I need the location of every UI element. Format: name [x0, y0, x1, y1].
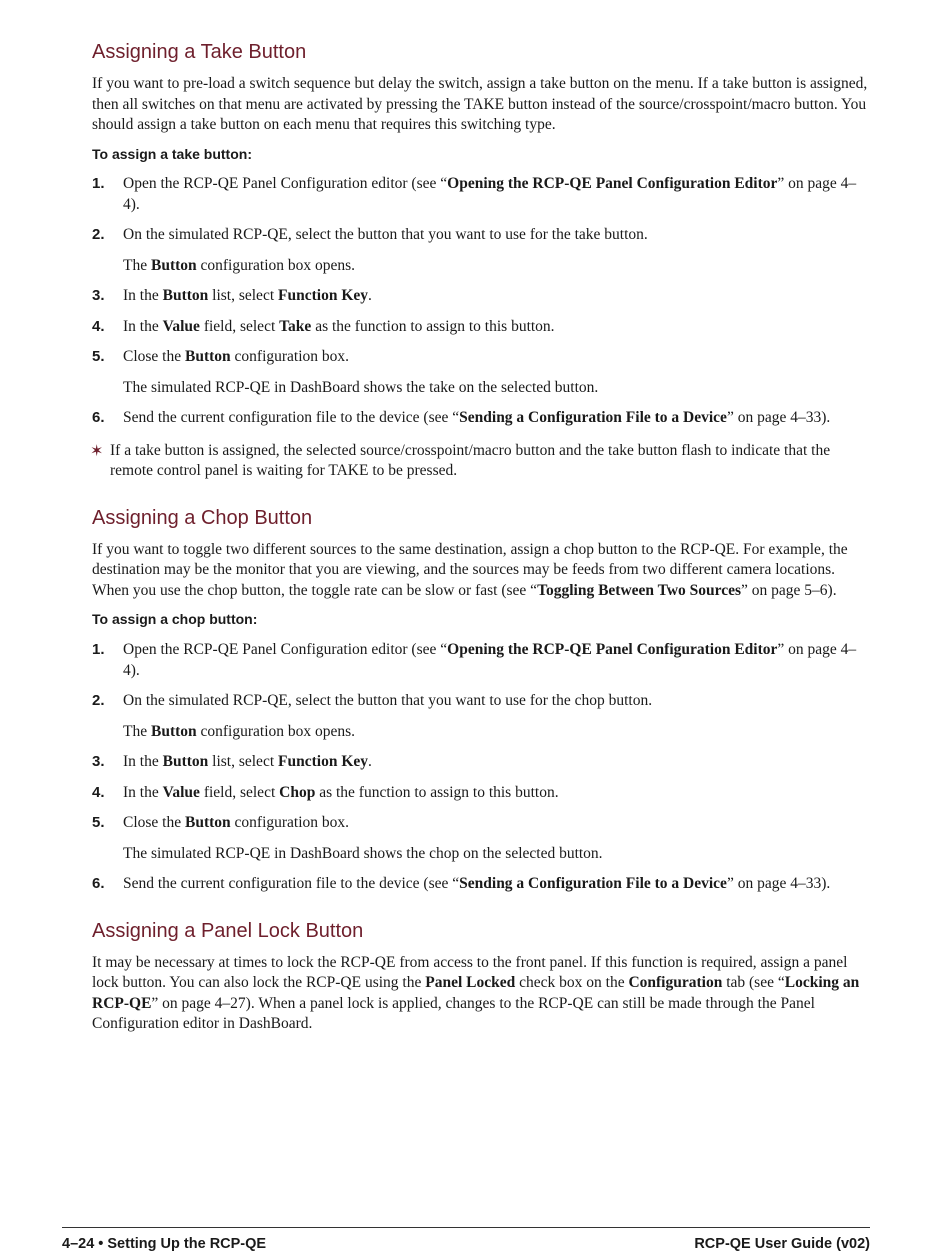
- text-run: Close the: [123, 814, 185, 832]
- step-number: 3.: [92, 287, 105, 305]
- step-number: 6.: [92, 409, 105, 427]
- procedure-step: [92, 347, 870, 398]
- procedure-step: [92, 783, 870, 804]
- text-run: The: [123, 256, 151, 274]
- bold-text-run: Button: [150, 256, 197, 274]
- bold-text-run: Function Key: [278, 287, 369, 305]
- step-text: [123, 174, 870, 215]
- text-run: .: [368, 753, 372, 771]
- procedure-step: [92, 640, 870, 681]
- chop-button-steps: [92, 640, 870, 895]
- text-run: .: [368, 287, 372, 305]
- text-run: ” on page 4–4).: [123, 175, 857, 213]
- step-number: 1.: [92, 175, 105, 193]
- text-run: The simulated RCP-QE in DashBoard shows the take on the selected button.: [123, 378, 599, 396]
- procedure-step: [92, 813, 870, 864]
- bold-text-run: Sending a Configuration File to a Device: [459, 409, 727, 427]
- bold-text-run: Button: [162, 287, 209, 305]
- step-result: [123, 378, 870, 399]
- step-result: [123, 256, 870, 277]
- text-run: configuration box.: [230, 348, 350, 366]
- bold-text-run: Opening the RCP-QE Panel Configuration Editor: [447, 175, 778, 193]
- step-text: [123, 813, 870, 834]
- text-run: On the simulated RCP-QE, select the button that you want to use for the take button.: [123, 226, 648, 244]
- procedure-step: [92, 317, 870, 338]
- section-heading-chop-button: Assigning a Chop Button: [92, 506, 313, 529]
- take-button-steps: [92, 174, 870, 429]
- text-run: ” on page 4–27). When a panel lock is applied, changes to the RCP-QE can still be made through the Panel Configuration editor in DashBoard.: [92, 994, 815, 1033]
- bold-text-run: Function Key: [278, 753, 369, 771]
- step-text: [123, 408, 870, 429]
- text-run: configuration box opens.: [196, 256, 356, 274]
- text-run: The simulated RCP-QE in DashBoard shows the chop on the selected button.: [123, 844, 603, 862]
- text-run: check box on the: [515, 974, 629, 992]
- text-run: as the function to assign to this button.: [311, 317, 555, 335]
- step-number: 4.: [92, 317, 105, 335]
- step-text: [123, 783, 870, 804]
- step-text: [123, 347, 870, 368]
- step-text: [123, 286, 870, 307]
- text-run: field, select: [199, 783, 280, 801]
- footer-page-label: 4–24 • Setting Up the RCP-QE: [62, 1236, 267, 1252]
- text-run: list, select: [208, 287, 279, 305]
- bold-text-run: Take: [279, 317, 312, 335]
- bold-text-run: Sending a Configuration File to a Device: [459, 875, 727, 893]
- step-number: 4.: [92, 783, 105, 801]
- procedure-step: [92, 174, 870, 215]
- step-result: [123, 844, 870, 865]
- text-run: It may be necessary at times to lock the RCP-QE from access to the front panel. If this function is required, assign a panel lock button. You can also lock the RCP-QE using the: [92, 953, 848, 992]
- text-run: Close the: [123, 348, 185, 366]
- procedure-step: [92, 225, 870, 276]
- text-run: as the function to assign to this button.: [315, 783, 559, 801]
- step-text: [123, 640, 870, 681]
- text-run: tab (see “: [722, 974, 785, 992]
- bold-text-run: Button: [185, 814, 231, 832]
- step-number: 2.: [92, 692, 105, 710]
- text-run: Send the current configuration file to the device (see “: [123, 409, 460, 427]
- document-body: [92, 40, 870, 1045]
- take-button-intro: [92, 74, 870, 136]
- chop-button-intro: [92, 540, 870, 602]
- text-run: ” on page 4–4).: [123, 641, 857, 679]
- footer-guide-title: RCP-QE User Guide (v02): [694, 1236, 870, 1252]
- step-text: [123, 317, 870, 338]
- step-text: [123, 691, 870, 712]
- section-heading-take-button: Assigning a Take Button: [92, 41, 307, 63]
- bold-text-run: Button: [185, 348, 231, 366]
- bold-text-run: Button: [162, 753, 209, 771]
- take-button-procedure-title: To assign a take button:: [92, 145, 252, 162]
- text-run: configuration box opens.: [196, 722, 356, 740]
- step-result: [123, 722, 870, 743]
- step-number: 6.: [92, 875, 105, 893]
- page-footer: [62, 1227, 870, 1252]
- note-text: [110, 441, 870, 482]
- text-run: If a take button is assigned, the selected source/crosspoint/macro button and the take button flash to indicate that the remote control panel is waiting for TAKE to be pressed.: [110, 441, 831, 480]
- text-run: Send the current configuration file to the device (see “: [123, 875, 460, 893]
- text-run: Open the RCP-QE Panel Configuration editor (see “: [123, 641, 448, 659]
- text-run: ” on page 5–6).: [741, 581, 837, 599]
- bold-text-run: Toggling Between Two Sources: [537, 581, 742, 599]
- text-run: configuration box.: [230, 814, 350, 832]
- text-run: If you want to pre-load a switch sequence but delay the switch, assign a take button on the menu. If a take button is assigned, then all switches on that menu are activated by pressing the TAKE button instead of the source/crosspoint/macro button. You should assign a take button on each menu that requires this switching type.: [92, 75, 868, 133]
- step-number: 3.: [92, 753, 105, 771]
- panel-lock-intro: [92, 953, 870, 1035]
- bold-text-run: Configuration: [628, 974, 723, 992]
- text-run: list, select: [208, 753, 279, 771]
- procedure-step: [92, 286, 870, 307]
- text-run: If you want to toggle two different sources to the same destination, assign a chop button to the RCP-QE. For example, the destination may be the monitor that you are viewing, and the sources may be feeds from two different camera locations. When you use the chop button, the toggle rate can be slow or fast (see “: [92, 540, 848, 599]
- section-heading-panel-lock-button: Assigning a Panel Lock Button: [92, 919, 364, 942]
- procedure-step: [92, 691, 870, 742]
- procedure-step: [92, 408, 870, 429]
- step-number: 5.: [92, 814, 105, 832]
- take-button-note: [92, 441, 870, 482]
- step-text: [123, 752, 870, 773]
- chop-button-procedure-title: To assign a chop button:: [92, 611, 258, 628]
- step-text: [123, 225, 870, 246]
- bold-text-run: Value: [162, 783, 200, 801]
- text-run: In the: [123, 287, 163, 305]
- text-run: In the: [123, 317, 163, 335]
- step-number: 1.: [92, 641, 105, 659]
- bold-text-run: Locking an RCP-QE: [92, 974, 860, 1012]
- bold-text-run: Value: [162, 317, 200, 335]
- bold-text-run: Button: [150, 722, 197, 740]
- text-run: On the simulated RCP-QE, select the button that you want to use for the chop button.: [123, 692, 653, 710]
- text-run: ” on page 4–33).: [726, 409, 831, 427]
- bold-text-run: Chop: [279, 783, 316, 801]
- step-number: 5.: [92, 348, 105, 366]
- bold-text-run: Panel Locked: [425, 974, 516, 992]
- text-run: In the: [123, 783, 163, 801]
- note-star-icon: ✶: [90, 440, 104, 460]
- step-number: 2.: [92, 226, 105, 244]
- step-text: [123, 874, 870, 895]
- text-run: In the: [123, 753, 163, 771]
- procedure-step: [92, 874, 870, 895]
- text-run: The: [123, 722, 151, 740]
- text-run: ” on page 4–33).: [726, 875, 831, 893]
- text-run: field, select: [199, 317, 280, 335]
- procedure-step: [92, 752, 870, 773]
- text-run: Open the RCP-QE Panel Configuration editor (see “: [123, 175, 448, 193]
- bold-text-run: Opening the RCP-QE Panel Configuration Editor: [447, 641, 778, 659]
